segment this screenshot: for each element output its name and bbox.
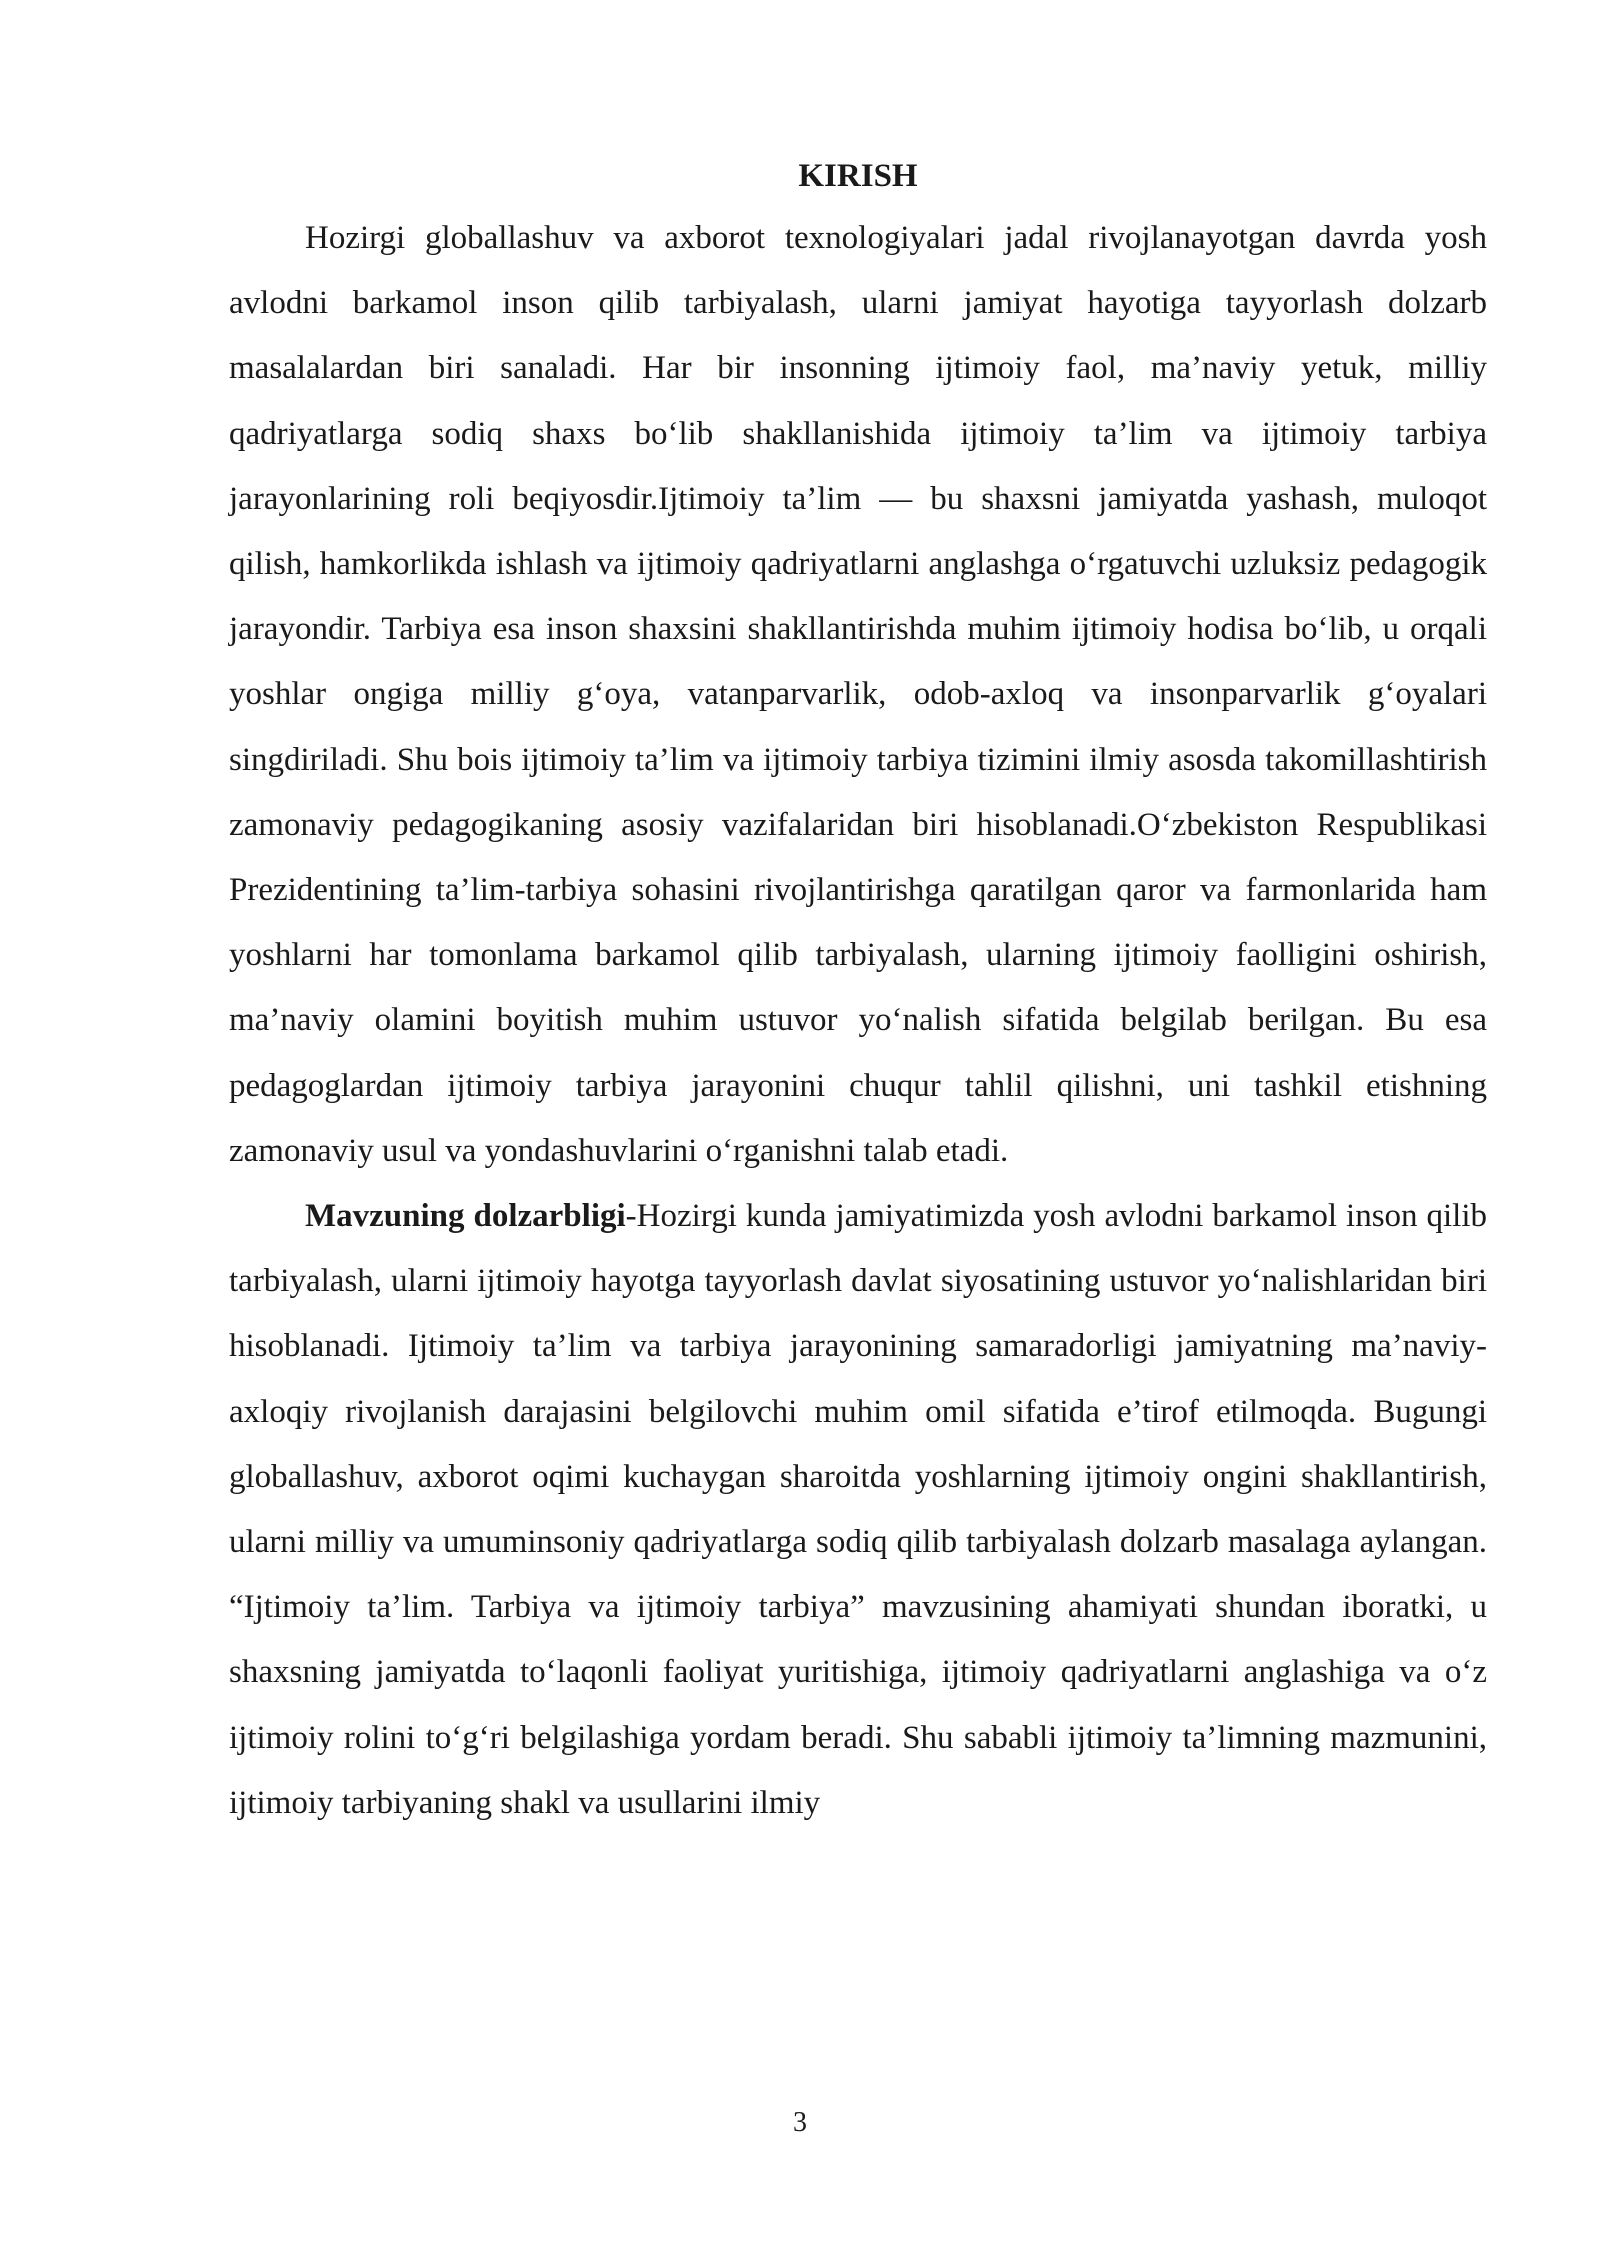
page-content	[229, 146, 1487, 1836]
relevance-body: -Hozirgi kunda jamiyatimizda yosh avlodni barkamol inson qilib tarbiyalash, ularni ijtimoiy hayotga tayyorlash davlat siyosatining ustuvor yo‘nalishlaridan biri hisoblanadi. Ijtimoiy ta’lim va tarbiya jarayonining samaradorligi jamiyatning ma’naviy-axloqiy rivojlanish darajasini belgilovchi muhim omil sifatida e’tirof etilmoqda. Bugungi globallashuv, axborot oqimi kuchaygan sharoitda yoshlarning ijtimoiy ongini shakllantirish, ularni milliy va umuminsoniy qadriyatlarga sodiq qilib tarbiyalash dolzarb masalaga aylangan. “Ijtimoiy ta’lim. Tarbiya va ijtimoiy tarbiya” mavzusining ahamiyati shundan iboratki, u shaxsning jamiyatda to‘laqonli faoliyat yuritishiga, ijtimoiy qadriyatlarni anglashiga va o‘z ijtimoiy rolini to‘g‘ri belgilashiga yordam beradi. Shu sababli ijtimoiy ta’limning mazmunini, ijtimoiy tarbiyaning shakl va usullarini ilmiy	[229, 1198, 1487, 1821]
intro-paragraph: Hozirgi globallashuv va axborot texnologiyalari jadal rivojlanayotgan davrda yosh avlodni barkamol inson qilib tarbiyalash, ularni jamiyat hayotiga tayyorlash dolzarb masalalardan biri sanaladi. Har bir insonning ijtimoiy faol, ma’naviy yetuk, milliy qadriyatlarga sodiq shaxs bo‘lib shakllanishida ijtimoiy ta’lim va ijtimoiy tarbiya jarayonlarining roli beqiyosdir.Ijtimoiy ta’lim — bu shaxsni jamiyatda yashash, muloqot qilish, hamkorlikda ishlash va ijtimoiy qadriyatlarni anglashga o‘rgatuvchi uzluksiz pedagogik jarayondir. Tarbiya esa inson shaxsini shakllantirishda muhim ijtimoiy hodisa bo‘lib, u orqali yoshlar ongiga milliy g‘oya, vatanparvarlik, odob-axloq va insonparvarlik g‘oyalari singdiriladi. Shu bois ijtimoiy ta’lim va ijtimoiy tarbiya tizimini ilmiy asosda takomillashtirish zamonaviy pedagogikaning asosiy vazifalaridan biri hisoblanadi.O‘zbekiston Respublikasi Prezidentining ta’lim-tarbiya sohasini rivojlantirishga qaratilgan qaror va farmonlarida ham yoshlarni har tomonlama barkamol qilib tarbiyalash, ularning ijtimoiy faolligini oshirish, ma’naviy olamini boyitish muhim ustuvor yo‘nalish sifatida belgilab berilgan. Bu esa pedagoglardan ijtimoiy tarbiya jarayonini chuqur tahlil qilishni, uni tashkil etishning zamonaviy usul va yondashuvlarini o‘rganishni talab etadi.	[229, 220, 1487, 1169]
section-heading: KIRISH	[798, 158, 918, 194]
page-number: 3	[793, 2107, 807, 2138]
relevance-lead: Mavzuning dolzarbligi	[305, 1198, 626, 1235]
relevance-paragraph	[229, 1184, 1487, 1836]
